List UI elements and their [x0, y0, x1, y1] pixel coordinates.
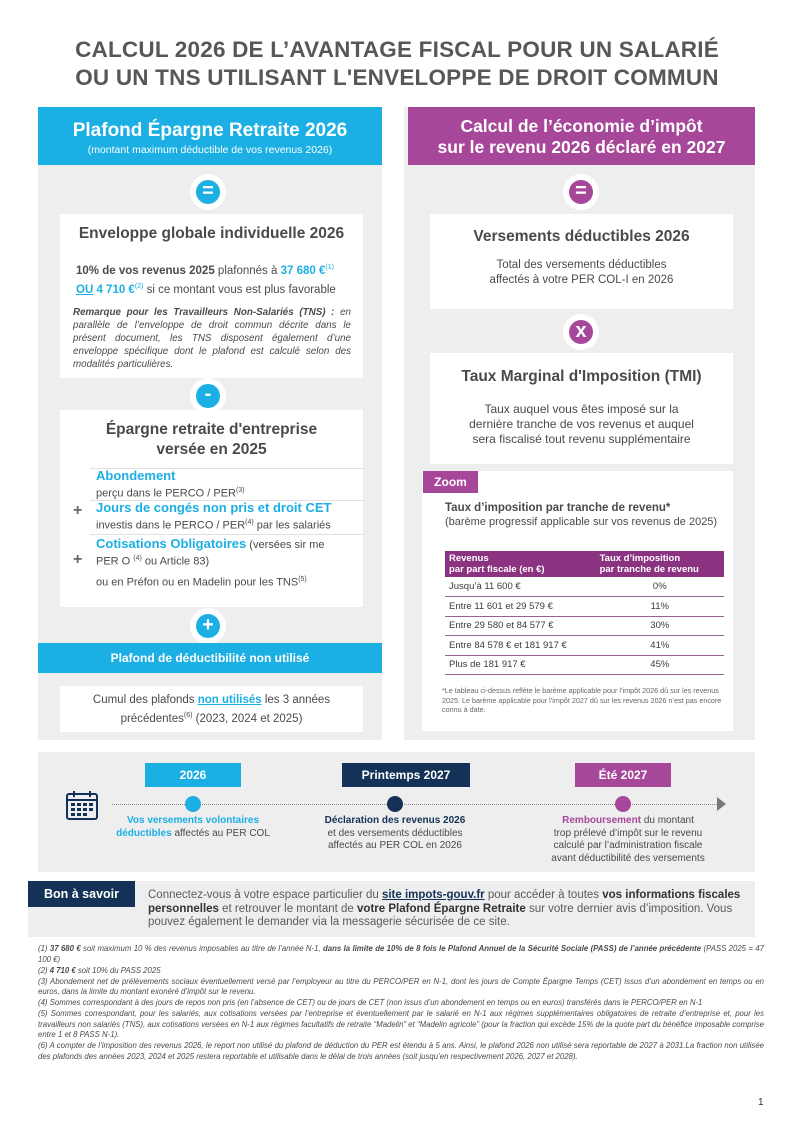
table-cell-revenus: Jusqu’à 11 600 €: [445, 577, 596, 597]
timeline-dot-1: [185, 796, 201, 812]
timeline-label-printemps: Printemps 2027: [342, 763, 470, 787]
table-cell-taux: 30%: [596, 616, 724, 636]
footnotes: [38, 944, 764, 1063]
timeline-text-2: Déclaration des revenus 2026 et des versements déductibles affectés au PER COL en 2026: [324, 815, 466, 851]
list-item-conges: Jours de congés non pris et droit CET investis dans le PERCO / PER$^{(4)}$ par les salariés: [96, 500, 332, 532]
table-header-0: Revenus par part fiscale (en €): [445, 551, 596, 577]
table-note: *Le tableau ci-dessus reflète le barème applicable pour l’impôt 2026 dû sur les revenus 2025. Le barème applicable pour l’impôt 2027 dû sur les revenus 2026 n’est pas encore connu à date.: [442, 686, 722, 714]
left-header-subtitle: (montant maximum déductible de vos revenus 2026): [87, 144, 333, 156]
footnote-6: (6) A compter de l’imposition des revenus 2026, le report non utilisé du plafond de déduction du PER est étendu à 5 ans. Ainsi, le plafond 2026 non utilisé sera reportable de 2027 à 2031.La fraction non utilisée des plafonds des années 2023, 2024 et 2025 restera reportable et utilisable dans le délai de trois années (soit jusqu’en respectivement 2026, 2027 et 2028).: [38, 1041, 764, 1061]
footnote-4: (4) Sommes correspondant à des jours de repos non pris (en l’absence de CET) ou de jours de CET (non issus d’un abondement en temps ou en euros) transférés dans le PERCO/PER en N-1: [38, 998, 703, 1007]
impots-link[interactable]: site impots-gouv.fr: [381, 889, 485, 901]
card-tmi: [430, 353, 733, 464]
plus-icon: +: [73, 502, 83, 519]
calendar-icon: [65, 789, 99, 821]
equals-icon: =: [566, 177, 596, 207]
table-cell-revenus: Entre 29 580 et 84 577 €: [445, 616, 596, 636]
table-header-1: Taux d’imposition par tranche de revenu: [596, 551, 724, 577]
footnote-2: (2) 4 710 € soit 10% du PASS 2025: [38, 965, 161, 975]
timeline-panel: [38, 752, 755, 872]
card-versements-title: Versements déductibles 2026: [473, 228, 690, 245]
bon-a-savoir-text: Connectez-vous à votre espace particulier du site impots-gouv.fr pour accéder à toutes vos informations fiscales personnelles et retrouver le montant de votre Plafond Épargne Retraite sur votre dernier avis d’imposition. Vous pouvez également le demander via la messagerie sécurisée de ce site.: [148, 889, 741, 928]
plafond-non-utilise-band: Plafond de déductibilité non utilisé: [38, 643, 382, 673]
table-row: [445, 577, 724, 597]
bon-a-savoir-panel: [28, 881, 755, 937]
table-row: [445, 636, 724, 656]
plus-icon: +: [73, 551, 83, 568]
page-number: 1: [758, 1097, 764, 1108]
card-cumul-plafonds: Cumul des plafonds non utilisés les 3 années précédentes$^{(6)}$ (2023, 2024 et 2025): [60, 686, 363, 732]
arrow-right-icon: [717, 797, 726, 811]
right-header: [408, 107, 755, 165]
timeline-text-3: Remboursement du montant trop prélevé d’impôt sur le revenu calculé par l’administration fiscale avant déductibilité des versements: [551, 815, 705, 864]
list-item-abondement: Abondement perçu dans le PERCO / PER$^{(3)}$: [96, 468, 245, 500]
minus-icon: -: [193, 381, 223, 411]
left-header: [38, 107, 382, 165]
card-enveloppe-title: Enveloppe globale individuelle 2026: [78, 225, 345, 242]
zoom-header: Taux d’imposition par tranche de revenu* (barème progressif applicable sur vos revenus de 2025): [445, 502, 718, 528]
card-enveloppe-globale: [60, 214, 363, 378]
timeline-label-2026: 2026: [145, 763, 241, 787]
plus-circle-icon: +: [193, 611, 223, 641]
timeline-dot-3: [615, 796, 631, 812]
bon-a-savoir-label: Bon à savoir: [28, 881, 135, 907]
card-epargne-title: Épargne retraite d'entreprise versée en 2025: [105, 421, 318, 458]
page-title-line1: CALCUL 2026 DE L’AVANTAGE FISCAL POUR UN SALARIÉ: [75, 37, 719, 62]
footnote-1: (1) 37 680 € soit maximum 10 % des revenus imposables au titre de l’année N-1, dans la limite de 10% de 8 fois le Plafond Annuel de la Sécurité Sociale (PASS) de l’année précédente (PASS 2025 = 47 100 €): [38, 944, 764, 964]
right-header-title: Calcul de l’économie d’impôt sur le revenu 2026 déclaré en 2027: [437, 116, 726, 157]
footnote-5: (5) Sommes correspondant, pour les salariés, aux cotisations versées par l’entreprise et éventuellement par le salarié en N-1 aux régimes supplémentaires obligatoires de retraite d’entreprise et, pour les travailleurs non salariés (TNS), aux cotisations versées en N-1 aux régimes facultatifs de retraite “Madelin” et “Madelin agricole” (pour la fraction qui excède 15% de la quote part du bénéfice imposable comprise entre 1 et 8 PASS N-1).: [38, 1009, 764, 1039]
card-enveloppe-rule: 10% de vos revenus 2025 plafonnés à 37 680 €$^{(1)}$ OU 4 710 €$^{(2)}$ si ce montant vous est plus favorable: [76, 264, 336, 296]
table-cell-taux: 11%: [596, 597, 724, 617]
table-cell-revenus: Entre 84 578 € et 181 917 €: [445, 636, 596, 656]
footnote-3: (3) Abondement net de prélèvements sociaux éventuellement versé par l’employeur au titre du PERCO/PER en N-1, dont les jours de Compte Épargne Temps (CET) issus d’un abondement en temps ou en euros, dans la limite du montant exonéré d’impôt sur le revenu.: [38, 976, 764, 996]
zoom-badge: Zoom: [423, 471, 478, 493]
tax-bracket-table: [445, 551, 724, 675]
table-cell-taux: 41%: [596, 636, 724, 656]
left-header-title: Plafond Épargne Retraite 2026: [72, 120, 348, 141]
card-tmi-text: Taux auquel vous êtes imposé sur la dernière tranche de vos revenus et auquel sera fiscalisé tout revenu supplémentaire: [469, 402, 694, 446]
card-epargne-entreprise: [60, 410, 363, 607]
table-cell-taux: 0%: [596, 577, 724, 597]
list-item-cotisations: Cotisations Obligatoires (versées sir me PER O $^{(4)}$ ou Article 83) ou en Préfon ou en Madelin pour les TNS$^{(5)}$: [96, 536, 325, 589]
timeline-dot-2: [387, 796, 403, 812]
card-zoom-bareme: [422, 471, 733, 731]
tns-remark: Remarque pour les Travailleurs Non-Salariés (TNS) : en parallèle de l’enveloppe de droit commun décrite dans le présent document, les TNS disposent également d’une enveloppe spécifique dont le plafond est calculé selon des modalités particulières.: [73, 306, 351, 370]
timeline-text-1: Vos versements volontaires déductibles affectés au PER COL: [116, 815, 270, 839]
page-title-line2: OU UN TNS UTILISANT L'ENVELOPPE DE DROIT COMMUN: [75, 65, 719, 90]
table-row: [445, 616, 724, 636]
table-cell-taux: 45%: [596, 655, 724, 675]
table-row: [445, 655, 724, 675]
timeline-label-ete: Été 2027: [575, 763, 671, 787]
card-versements-deductibles: [430, 214, 733, 309]
equals-icon: =: [193, 177, 223, 207]
card-tmi-title: Taux Marginal d'Imposition (TMI): [461, 368, 702, 385]
table-row: [445, 597, 724, 617]
table-cell-revenus: Plus de 181 917 €: [445, 655, 596, 675]
multiply-icon: x: [566, 317, 596, 347]
table-cell-revenus: Entre 11 601 et 29 579 €: [445, 597, 596, 617]
page-title: [40, 36, 754, 92]
card-versements-text: Total des versements déductibles affectés à votre PER COL-I en 2026: [489, 259, 674, 286]
